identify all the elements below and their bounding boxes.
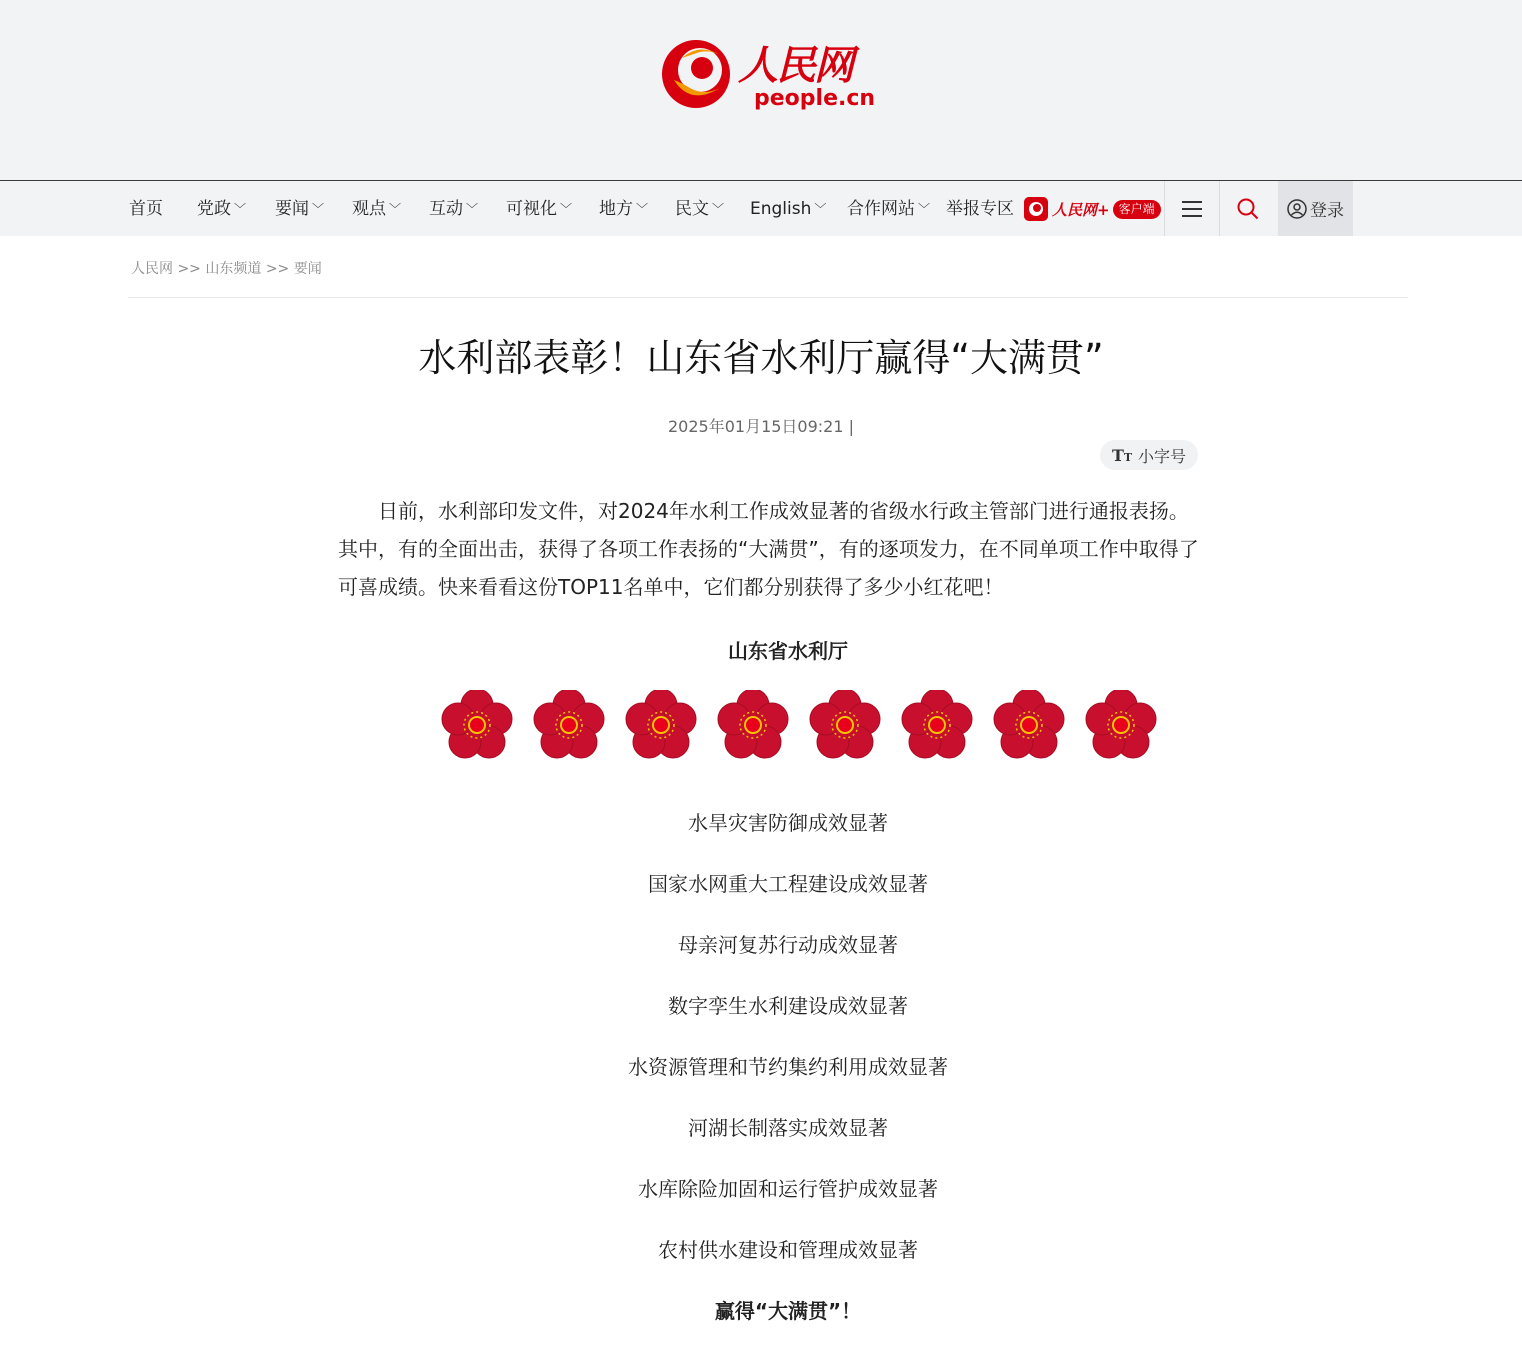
chevron-down-icon: ﹀ bbox=[918, 202, 931, 216]
people-logo-icon bbox=[660, 36, 736, 112]
award-item: 水旱灾害防御成效显著 bbox=[688, 811, 888, 835]
award-item: 母亲河复苏行动成效显著 bbox=[678, 933, 898, 957]
login-label: 登录 bbox=[1310, 201, 1344, 221]
nav-label: 首页 bbox=[129, 199, 163, 219]
breadcrumb-separator: >> bbox=[177, 261, 201, 277]
award-item: 国家水网重大工程建设成效显著 bbox=[648, 872, 928, 896]
nav-label: 举报专区 bbox=[946, 199, 1014, 219]
hamburger-menu-icon bbox=[1181, 199, 1203, 219]
top-banner bbox=[0, 0, 1522, 181]
font-size-toggle[interactable] bbox=[1100, 440, 1198, 470]
article-meta: 2025年01月15日09:21 | bbox=[667, 417, 855, 436]
red-flower-icon bbox=[1082, 690, 1160, 760]
nav-label: 可视化 bbox=[506, 199, 557, 219]
nav-label: 互动 bbox=[429, 199, 463, 219]
red-flower-icon bbox=[898, 690, 976, 760]
nav-item-opinion[interactable] bbox=[352, 181, 401, 236]
chevron-down-icon: ﹀ bbox=[712, 202, 725, 216]
breadcrumb-link-shandong[interactable]: 山东频道 bbox=[205, 261, 262, 277]
chevron-down-icon: ﹀ bbox=[560, 202, 573, 216]
chevron-down-icon: ﹀ bbox=[636, 202, 649, 216]
app-download-link[interactable] bbox=[1024, 197, 1161, 221]
search-icon bbox=[1237, 198, 1259, 220]
nav-label: 党政 bbox=[197, 199, 231, 219]
breadcrumb bbox=[131, 258, 322, 278]
breadcrumb-separator: >> bbox=[265, 261, 290, 277]
red-flower-icon bbox=[438, 690, 516, 760]
logo-url: people.cn bbox=[754, 86, 876, 111]
main-nav bbox=[0, 181, 1522, 236]
nav-item-home[interactable] bbox=[129, 181, 163, 236]
award-item: 河湖长制落实成效显著 bbox=[688, 1116, 888, 1140]
nav-label: 民文 bbox=[675, 199, 709, 219]
article-intro: 日前，水利部印发文件，对2024年水利工作成效显著的省级水行政主管部门进行通报表扬。其中，有的全面出击，获得了各项工作表扬的“大满贯”，有的逐项发力，在不同单项工作中取得了可喜成绩。快来看看这份TOP11名单中，它们都分别获得了多少小红花吧！ bbox=[338, 499, 1199, 599]
user-icon bbox=[1287, 199, 1307, 219]
chevron-down-icon: ﹀ bbox=[312, 202, 325, 216]
chevron-down-icon: ﹀ bbox=[814, 202, 827, 216]
chevron-down-icon: ﹀ bbox=[466, 202, 479, 216]
nav-label: 合作网站 bbox=[847, 199, 915, 219]
red-flower-icon bbox=[990, 690, 1068, 760]
nav-item-visual[interactable] bbox=[506, 181, 572, 236]
search-button[interactable] bbox=[1220, 181, 1276, 236]
people-logo[interactable] bbox=[660, 32, 880, 118]
award-item: 数字孪生水利建设成效显著 bbox=[668, 994, 908, 1018]
chevron-down-icon: ﹀ bbox=[389, 202, 402, 216]
award-item: 水库除险加固和运行管护成效显著 bbox=[638, 1177, 938, 1201]
flower-row bbox=[438, 690, 1160, 760]
nav-item-report[interactable] bbox=[946, 181, 1014, 236]
breadcrumb-divider bbox=[128, 297, 1408, 298]
nav-label: English bbox=[750, 199, 812, 219]
nav-item-partners[interactable] bbox=[847, 181, 930, 236]
red-flower-icon bbox=[714, 690, 792, 760]
login-button[interactable] bbox=[1278, 181, 1353, 236]
nav-item-local[interactable] bbox=[599, 181, 648, 236]
breadcrumb-link-news[interactable]: 要闻 bbox=[293, 261, 322, 277]
app-name: 人民网+ bbox=[1052, 200, 1110, 219]
article-closing: 赢得“大满贯”！ bbox=[714, 1299, 862, 1323]
red-flower-icon bbox=[622, 690, 700, 760]
breadcrumb-link-people[interactable]: 人民网 bbox=[131, 261, 173, 277]
article-subheading: 山东省水利厅 bbox=[728, 639, 848, 663]
award-item: 农村供水建设和管理成效显著 bbox=[658, 1238, 918, 1262]
nav-item-minority[interactable] bbox=[675, 181, 724, 236]
menu-button[interactable] bbox=[1165, 181, 1219, 236]
people-app-icon bbox=[1024, 197, 1048, 221]
font-size-label: 小字号 bbox=[1138, 446, 1187, 466]
nav-item-news[interactable] bbox=[275, 181, 324, 236]
app-badge: 客户端 bbox=[1113, 200, 1161, 219]
award-item: 水资源管理和节约集约利用成效显著 bbox=[628, 1055, 948, 1079]
red-flower-icon bbox=[806, 690, 884, 760]
logo-text: 人民网 bbox=[738, 42, 852, 89]
nav-label: 地方 bbox=[599, 199, 633, 219]
chevron-down-icon: ﹀ bbox=[234, 202, 247, 216]
red-flower-icon bbox=[530, 690, 608, 760]
nav-label: 要闻 bbox=[275, 199, 309, 219]
text-size-icon: TT bbox=[1111, 445, 1133, 465]
nav-item-party[interactable] bbox=[197, 181, 246, 236]
article-title: 水利部表彰！山东省水利厅赢得“大满贯” bbox=[418, 336, 1104, 380]
nav-item-english[interactable] bbox=[750, 181, 826, 236]
nav-item-interaction[interactable] bbox=[429, 181, 478, 236]
nav-label: 观点 bbox=[352, 199, 386, 219]
